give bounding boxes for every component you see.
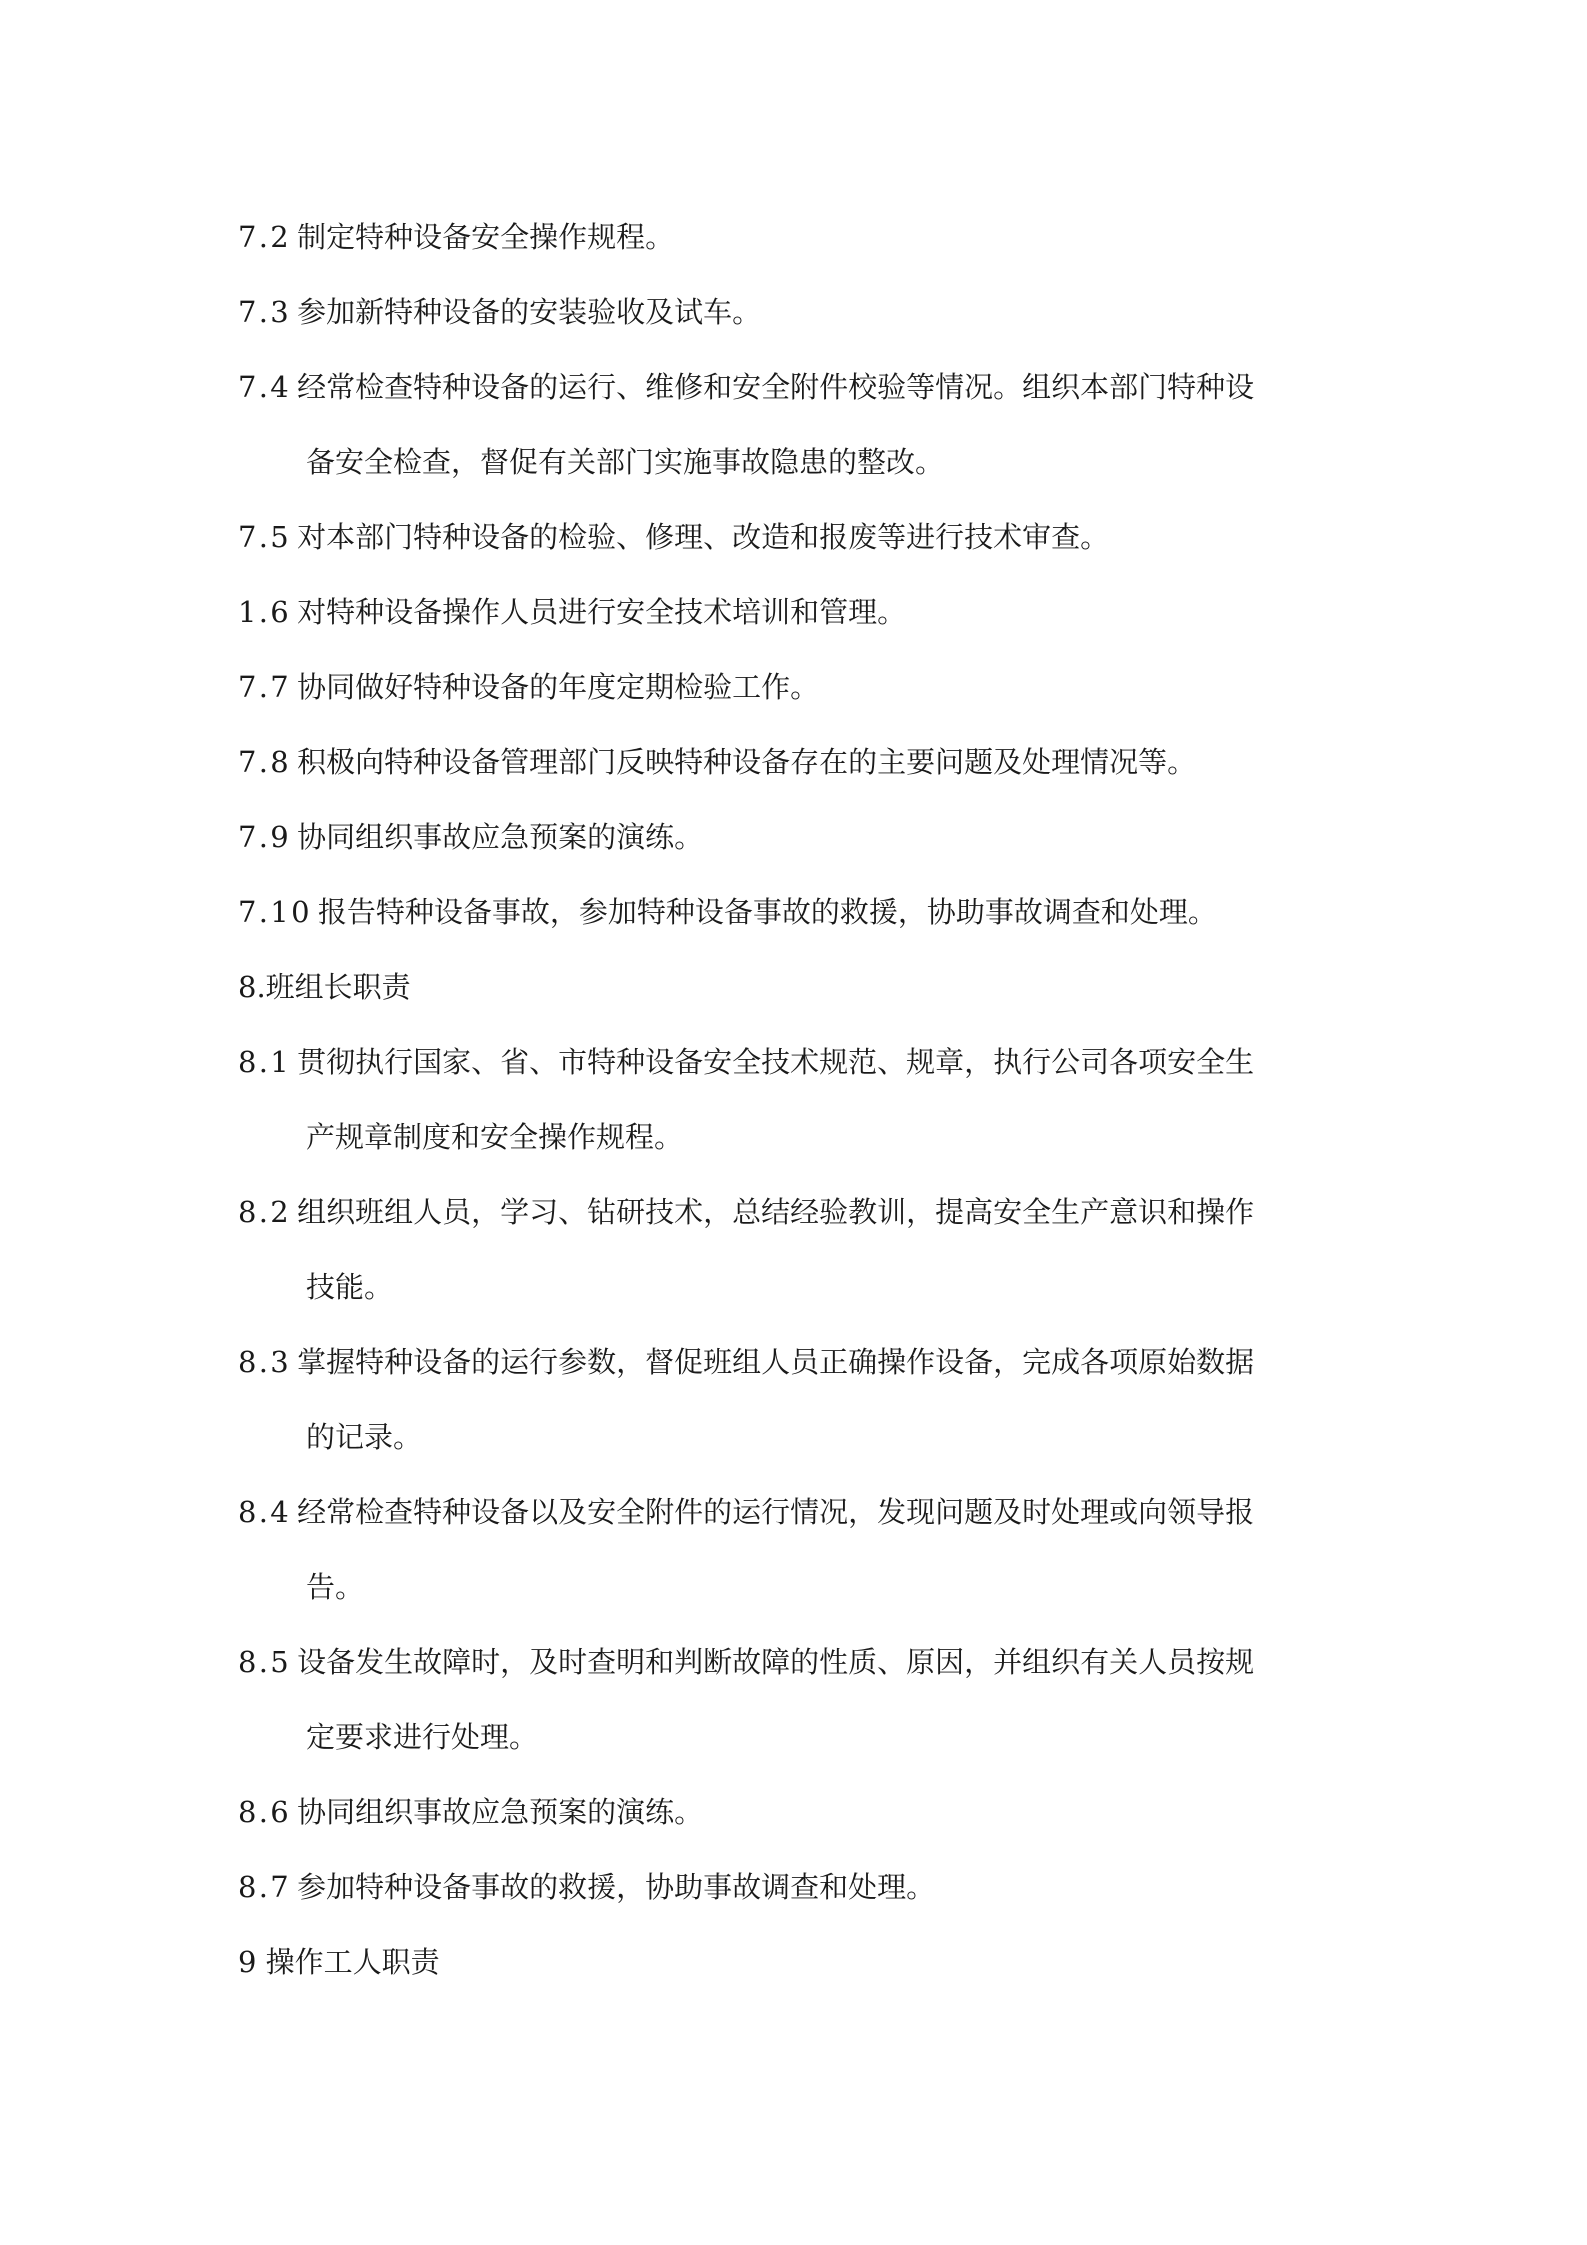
item-text-continuation: 备安全检查，督促有关部门实施事故隐患的整改。 bbox=[306, 445, 945, 479]
item-text-continuation: 定要求进行处理。 bbox=[306, 1720, 539, 1754]
item-number: 7.10 bbox=[238, 895, 312, 929]
item-number: 7.8 bbox=[238, 745, 292, 779]
list-item bbox=[238, 1850, 1358, 1925]
item-number: 8.6 bbox=[238, 1795, 292, 1829]
item-number: 8.3 bbox=[238, 1345, 292, 1379]
item-text: 经常检查特种设备以及安全附件的运行情况，发现问题及时处理或向领导报 bbox=[297, 1495, 1255, 1529]
item-text: 参加新特种设备的安装验收及试车。 bbox=[297, 295, 762, 329]
list-item bbox=[238, 1325, 1358, 1475]
list-item bbox=[238, 575, 1358, 650]
list-item bbox=[238, 650, 1358, 725]
item-text: 报告特种设备事故，参加特种设备事故的救援，协助事故调查和处理。 bbox=[317, 895, 1217, 929]
item-number: 8.4 bbox=[238, 1495, 292, 1529]
item-text: 掌握特种设备的运行参数，督促班组人员正确操作设备，完成各项原始数据 bbox=[297, 1345, 1255, 1379]
item-text: 制定特种设备安全操作规程。 bbox=[297, 220, 675, 254]
document-body bbox=[238, 200, 1358, 2000]
list-item bbox=[238, 1025, 1358, 1175]
item-text-continuation: 产规章制度和安全操作规程。 bbox=[306, 1120, 684, 1154]
item-number: 1.6 bbox=[238, 595, 292, 629]
item-text: 协同组织事故应急预案的演练。 bbox=[297, 1795, 704, 1829]
list-item bbox=[238, 725, 1358, 800]
item-number: 7.5 bbox=[238, 520, 292, 554]
list-item bbox=[238, 1625, 1358, 1775]
item-text: 组织班组人员，学习、钻研技术，总结经验教训，提高安全生产意识和操作 bbox=[297, 1195, 1255, 1229]
item-text: 对本部门特种设备的检验、修理、改造和报废等进行技术审查。 bbox=[297, 520, 1110, 554]
section-heading: 9 操作工人职责 bbox=[238, 1945, 440, 1979]
item-number: 8.1 bbox=[238, 1045, 292, 1079]
item-number: 8.7 bbox=[238, 1870, 292, 1904]
item-number: 7.2 bbox=[238, 220, 292, 254]
item-text: 积极向特种设备管理部门反映特种设备存在的主要问题及处理情况等。 bbox=[297, 745, 1197, 779]
item-text-continuation: 技能。 bbox=[306, 1270, 394, 1304]
list-item bbox=[238, 500, 1358, 575]
item-text: 参加特种设备事故的救援，协助事故调查和处理。 bbox=[297, 1870, 936, 1904]
list-item bbox=[238, 275, 1358, 350]
item-text: 贯彻执行国家、省、市特种设备安全技术规范、规章，执行公司各项安全生 bbox=[297, 1045, 1255, 1079]
item-text-continuation: 的记录。 bbox=[306, 1420, 423, 1454]
list-item bbox=[238, 1475, 1358, 1625]
list-item bbox=[238, 1775, 1358, 1850]
section-heading: 8.班组长职责 bbox=[238, 970, 411, 1004]
list-item bbox=[238, 875, 1358, 950]
item-number: 8.2 bbox=[238, 1195, 292, 1229]
item-number: 7.7 bbox=[238, 670, 292, 704]
list-item bbox=[238, 800, 1358, 875]
item-text-continuation: 告。 bbox=[306, 1570, 365, 1604]
item-number: 7.4 bbox=[238, 370, 292, 404]
item-text: 设备发生故障时，及时查明和判断故障的性质、原因，并组织有关人员按规 bbox=[297, 1645, 1255, 1679]
list-item bbox=[238, 1175, 1358, 1325]
item-text: 协同做好特种设备的年度定期检验工作。 bbox=[297, 670, 820, 704]
item-number: 8.5 bbox=[238, 1645, 292, 1679]
item-text: 对特种设备操作人员进行安全技术培训和管理。 bbox=[297, 595, 907, 629]
item-text: 经常检查特种设备的运行、维修和安全附件校验等情况。组织本部门特种设 bbox=[297, 370, 1255, 404]
item-number: 7.3 bbox=[238, 295, 292, 329]
list-item bbox=[238, 200, 1358, 275]
item-text: 协同组织事故应急预案的演练。 bbox=[297, 820, 704, 854]
item-number: 7.9 bbox=[238, 820, 292, 854]
list-item bbox=[238, 350, 1358, 500]
